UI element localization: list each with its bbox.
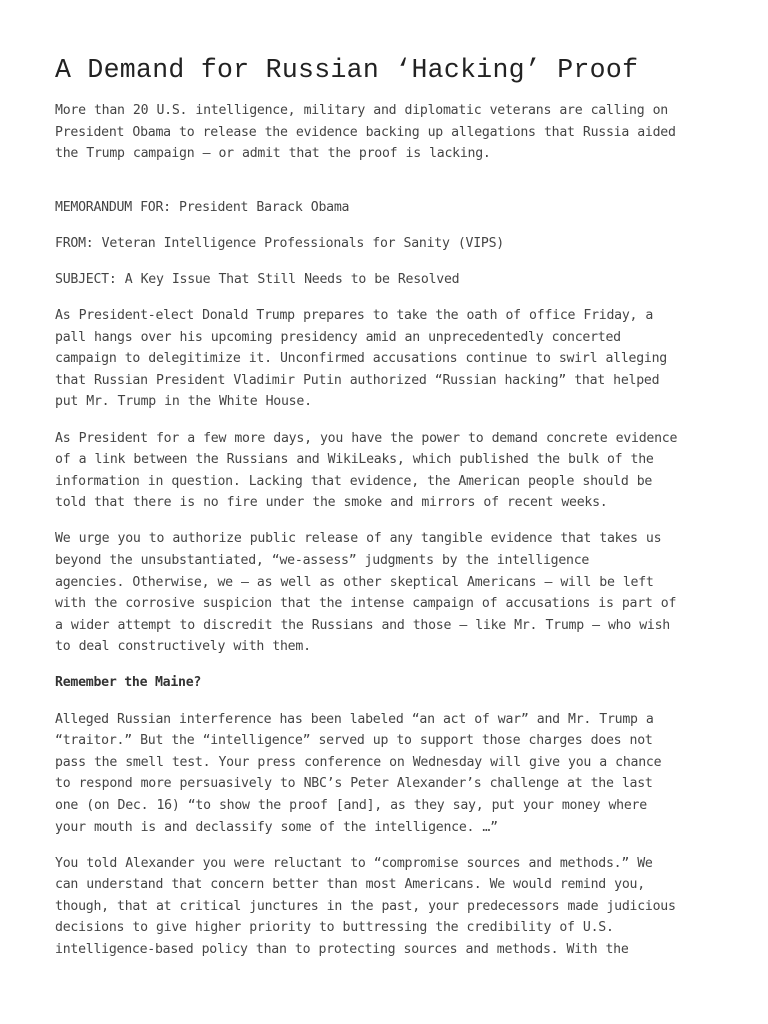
article [55, 54, 715, 975]
text-line: told that there is no fire under the smoke and mirrors of recent weeks. [55, 495, 608, 511]
text-line: that Russian President Vladimir Putin authorized “Russian hacking” that helped [55, 372, 660, 388]
text-line: information in question. Lacking that evidence, the American people should be [55, 473, 653, 489]
body-paragraph-5 [55, 853, 715, 961]
body-paragraph-3 [55, 528, 715, 658]
text-line: Alleged Russian interference has been labeled “an act of war” and Mr. Trump a [55, 711, 654, 727]
text-line: As President for a few more days, you have the power to demand concrete evidence [55, 430, 678, 446]
text-line: decisions to give higher priority to buttressing the credibility of U.S. [55, 920, 614, 936]
body-paragraph-2 [55, 428, 715, 514]
body-paragraph-1 [55, 305, 715, 413]
text-line: “traitor.” But the “intelligence” served up to support those charges does not [55, 733, 653, 749]
text-line: can understand that concern better than most Americans. We would remind you, [55, 877, 645, 893]
body-paragraph-4 [55, 709, 715, 839]
text-line: with the corrosive suspicion that the intense campaign of accusations is part of [55, 596, 677, 612]
article-title: A Demand for Russian ‘Hacking’ Proof [55, 55, 639, 85]
text-line: a wider attempt to discredit the Russians and those — like Mr. Trump — who wish [55, 617, 670, 633]
text-line: We urge you to authorize public release of any tangible evidence that takes us [55, 531, 662, 547]
text-line: the Trump campaign — or admit that the proof is lacking. [55, 146, 491, 162]
text-line: though, that at critical junctures in the past, your predecessors made judicious [55, 898, 676, 914]
text-line: As President-elect Donald Trump prepares to take the oath of office Friday, a [55, 308, 654, 324]
text-line: agencies. Otherwise, we — as well as other skeptical Americans — will be left [55, 574, 654, 590]
memo-subject: SUBJECT: A Key Issue That Still Needs to be Resolved [55, 271, 460, 287]
text-line: campaign to delegitimize it. Unconfirmed accusations continue to swirl alleging [55, 351, 667, 367]
text-line: You told Alexander you were reluctant to “compromise sources and methods.” We [55, 855, 653, 871]
text-line: your mouth is and declassify some of the intelligence. …” [55, 819, 498, 835]
text-line: put Mr. Trump in the White House. [55, 394, 312, 410]
text-line: intelligence-based policy than to protecting sources and methods. With the [55, 942, 629, 957]
text-line: pass the smell test. Your press conference on Wednesday will give you a chance [55, 754, 662, 770]
lead-paragraph [55, 100, 715, 165]
memo-for: MEMORANDUM FOR: President Barack Obama [55, 199, 350, 215]
text-line: to deal constructively with them. [55, 639, 311, 655]
text-line: President Obama to release the evidence backing up allegations that Russia aided [55, 124, 676, 140]
text-line: pall hangs over his upcoming presidency amid an unprecedentedly concerted [55, 329, 621, 345]
text-line: one (on Dec. 16) “to show the proof [and], as they say, put your money where [55, 797, 647, 813]
memo-from: FROM: Veteran Intelligence Professionals for Sanity (VIPS) [55, 235, 504, 251]
text-line: More than 20 U.S. intelligence, military and diplomatic veterans are calling on [55, 103, 668, 118]
text-line: beyond the unsubstantiated, “we-assess” judgments by the intelligence [55, 553, 590, 568]
section-heading: Remember the Maine? [55, 675, 202, 691]
text-line: of a link between the Russians and WikiLeaks, which published the bulk of the [55, 452, 654, 468]
text-line: to respond more persuasively to NBC’s Peter Alexander’s challenge at the last [55, 776, 653, 792]
